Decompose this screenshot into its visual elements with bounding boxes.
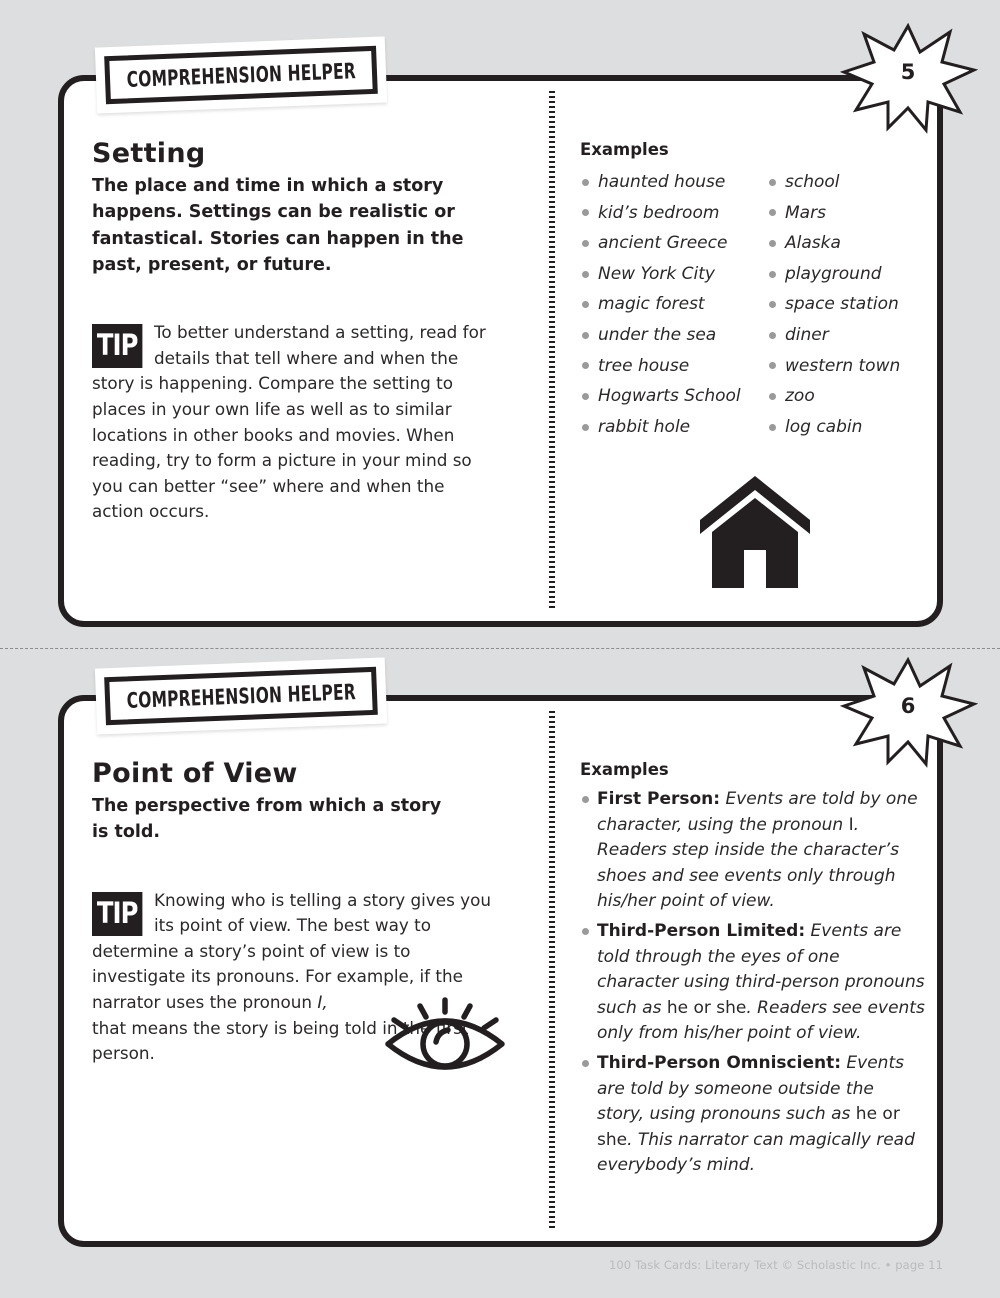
example-item: under the sea <box>580 320 767 351</box>
tip-section <box>92 320 497 525</box>
example-item: Hogwarts School <box>580 381 767 412</box>
example-item: western town <box>767 351 917 382</box>
setting-card <box>58 75 943 627</box>
bullet-icon <box>769 393 776 400</box>
bullet-icon <box>769 179 776 186</box>
bullet-icon <box>582 796 589 803</box>
example-item: playground <box>767 259 917 290</box>
example-item: kid’s bedroom <box>580 198 767 229</box>
page-footer: 100 Task Cards: Literary Text © Scholastic Inc. • page 11 <box>608 1258 943 1272</box>
bullet-icon <box>582 362 589 369</box>
tip-badge: TIP <box>92 892 142 936</box>
card-title: Point of View <box>92 758 298 789</box>
bullet-icon <box>769 332 776 339</box>
bullet-icon <box>769 424 776 431</box>
example-item: school <box>767 167 917 198</box>
pov-example-first-person: First Person: Events are told by one character, using the pronoun I. Readers step inside the character’s shoes and see events only through his/her point of view. <box>580 787 925 915</box>
bullet-icon <box>769 362 776 369</box>
example-item: space station <box>767 289 917 320</box>
example-item: haunted house <box>580 167 767 198</box>
bullet-icon <box>582 179 589 186</box>
bullet-icon <box>582 209 589 216</box>
bullet-icon <box>582 393 589 400</box>
bullet-icon <box>769 209 776 216</box>
bullet-icon <box>582 332 589 339</box>
card-number-burst <box>838 652 978 772</box>
card-title: Setting <box>92 138 206 169</box>
examples-list <box>580 167 925 442</box>
example-item: tree house <box>580 351 767 382</box>
tip-text: To better understand a setting, read for details that tell where and when the story is happening. Compare the setting to places in your own life as well as to similar locations in other books and movies. When reading, try to form a picture in your mind so you can better “see” where and when the action occurs. <box>92 322 486 522</box>
cut-line-divider <box>0 648 1000 649</box>
example-item: zoo <box>767 381 917 412</box>
bullet-icon <box>582 1060 589 1067</box>
card-definition: The perspective from which a story is told. <box>92 796 442 843</box>
card-number-burst <box>838 18 978 138</box>
card-definition: The place and time in which a story happens. Settings can be realistic or fantastical. Stories can happen in the past, present, or future. <box>92 176 464 275</box>
comprehension-helper-label: COMPREHENSION HELPER <box>95 657 387 734</box>
tip-badge: TIP <box>92 324 142 368</box>
example-item: rabbit hole <box>580 412 767 443</box>
bullet-icon <box>582 271 589 278</box>
setting-left-column <box>92 137 497 525</box>
bullet-icon <box>769 240 776 247</box>
tip-text: Knowing who is telling a story gives you its point of view. The best way to determine a story’s point of view is to investigate its pronouns. For example, if the narrator uses the pronoun I, that means the story is being told in the first person. <box>92 889 491 1064</box>
card-number: 5 <box>900 60 916 84</box>
example-item: Alaska <box>767 228 917 259</box>
setting-examples <box>580 139 925 442</box>
bullet-icon <box>582 301 589 308</box>
example-item: ancient Greece <box>580 228 767 259</box>
bullet-icon <box>582 928 589 935</box>
bullet-icon <box>582 424 589 431</box>
point-of-view-card <box>58 695 943 1247</box>
pov-example-third-limited: Third-Person Limited: Events are told through the eyes of one character using third-person pronouns such as he or she. Readers see events only from his/her point of view. <box>580 919 925 1047</box>
example-item: log cabin <box>767 412 917 443</box>
card-number: 6 <box>900 694 916 718</box>
eye-icon <box>384 996 506 1076</box>
pov-examples <box>580 759 925 1183</box>
example-item: magic forest <box>580 289 767 320</box>
column-divider <box>549 91 555 611</box>
house-icon <box>700 476 810 590</box>
example-item: Mars <box>767 198 917 229</box>
bullet-icon <box>769 301 776 308</box>
comprehension-helper-label: COMPREHENSION HELPER <box>95 36 387 113</box>
examples-list <box>580 787 925 1179</box>
bullet-icon <box>582 240 589 247</box>
examples-title: Examples <box>580 140 669 159</box>
bullet-icon <box>769 271 776 278</box>
column-divider <box>549 711 555 1231</box>
example-item: diner <box>767 320 917 351</box>
examples-title: Examples <box>580 760 669 779</box>
example-item: New York City <box>580 259 767 290</box>
pov-example-third-omniscient: Third-Person Omniscient: Events are told by someone outside the story, using pronouns such as he or she. This narrator can magically read everybody’s mind. <box>580 1051 925 1179</box>
